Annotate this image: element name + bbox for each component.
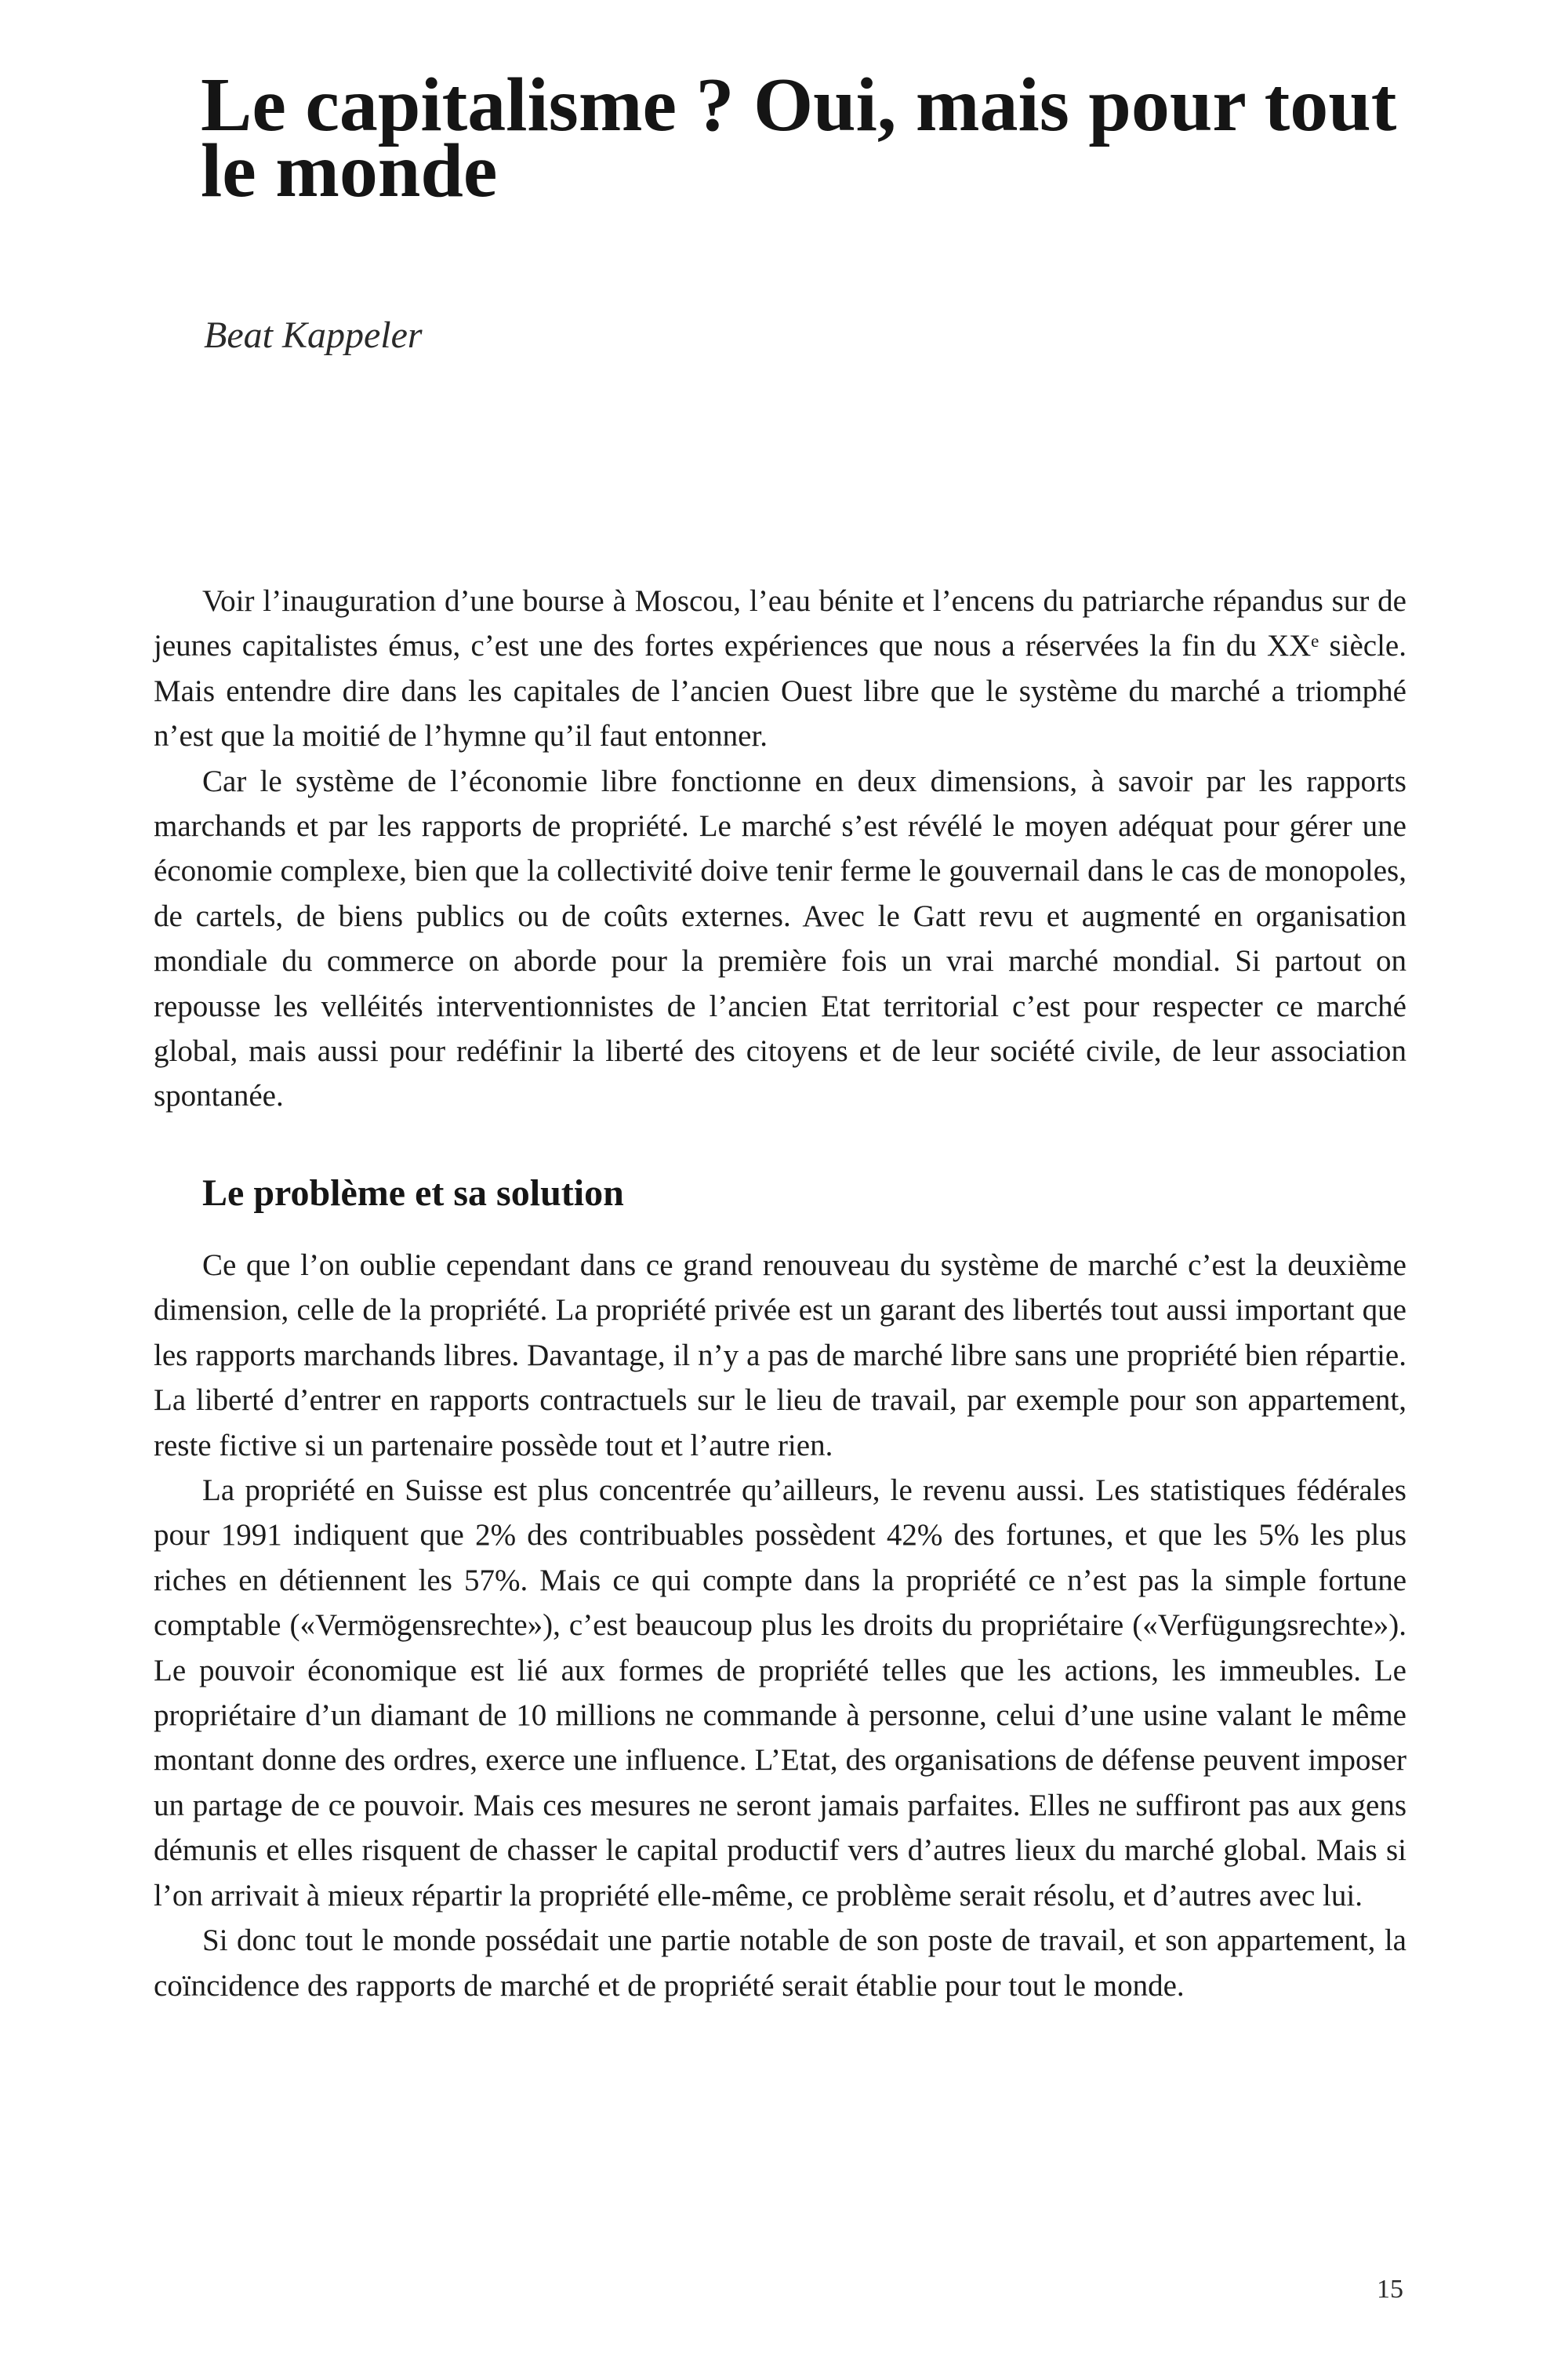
body-paragraph: Voir l’inauguration d’une bourse à Moscou, l’eau bénite et l’encens du patriarche répandus sur de jeunes capitalistes émus, c’est une des fortes expériences que nous a réservées la fin du XXᵉ siècle. Mais entendre dire dans les capitales de l’ancien Ouest libre que le système du marché a triomphé n’est que la moitié de l’hymne qu’il faut entonner. <box>154 584 1406 754</box>
body-paragraph: Si donc tout le monde possédait une partie notable de son poste de travail, et son appartement, la coïncidence des rapports de marché et de propriété serait établie pour tout le monde. <box>154 1923 1406 2003</box>
body-paragraph: Ce que l’on oublie cependant dans ce grand renouveau du système de marché c’est la deuxième dimension, celle de la propriété. La propriété privée est un garant des libertés tout aussi important que les rapports marchands libres. Davantage, il n’y a pas de marché libre sans une propriété bien répartie. La liberté d’entrer en rapports contractuels sur le lieu de travail, par exemple pour son appartement, reste fictive si un partenaire possède tout et l’autre rien. <box>154 1248 1406 1462</box>
article-title: Le capitalisme ? Oui, mais pour tout le monde <box>201 63 1397 213</box>
section-heading: Le problème et sa solution <box>202 1172 624 1214</box>
article-author: Beat Kappeler <box>204 314 423 356</box>
page-number: 15 <box>1377 2275 1403 2304</box>
body-paragraph: Car le système de l’économie libre fonctionne en deux dimensions, à savoir par les rapports marchands et par les rapports de propriété. Le marché s’est révélé le moyen adéquat pour gérer une économie complexe, bien que la collectivité doive tenir ferme le gouvernail dans le cas de monopoles, de cartels, de biens publics ou de coûts externes. Avec le Gatt revu et augmenté en organisation mondiale du commerce on aborde pour la première fois un vrai marché mondial. Si partout on repousse les velléités interventionnistes de l’ancien Etat territorial c’est pour respecter ce marché global, mais aussi pour redéfinir la liberté des citoyens et de leur société civile, de leur association spontanée. <box>154 764 1406 1113</box>
intro-body <box>154 579 1406 1119</box>
section-body <box>154 1243 1406 2008</box>
body-paragraph: La propriété en Suisse est plus concentrée qu’ailleurs, le revenu aussi. Les statistiques fédérales pour 1991 indiquent que 2% des contribuables possèdent 42% des fortunes, et que les 5% les plus riches en détiennent les 57%. Mais ce qui compte dans la propriété ce n’est pas la simple fortune comptable («Vermögensrechte»), c’est beaucoup plus les droits du propriétaire («Verfügungsrechte»). Le pouvoir économique est lié aux formes de propriété telles que les actions, les immeubles. Le propriétaire d’un diamant de 10 millions ne commande à personne, celui d’une usine valant le même montant donne des ordres, exerce une influence. L’Etat, des organisations de défense peuvent imposer un partage de ce pouvoir. Mais ces mesures ne seront jamais parfaites. Elles ne suffiront pas aux gens démunis et elles risquent de chasser le capital productif vers d’autres lieux du marché global. Mais si l’on arrivait à mieux répartir la propriété elle-même, ce problème serait résolu, et d’autres avec lui. <box>154 1473 1406 1912</box>
